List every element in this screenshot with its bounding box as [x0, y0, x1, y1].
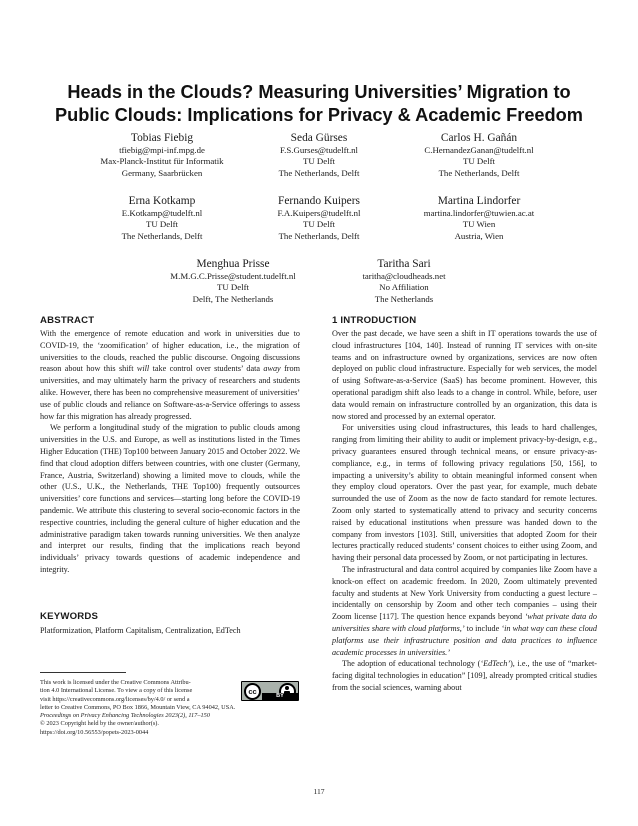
author-affiliation: TU Delft	[216, 282, 249, 293]
author-name: Martina Lindorfer	[437, 195, 521, 207]
abstract-emphasis: away	[263, 364, 281, 374]
intro-paragraph: For universities using cloud infrastructures, this leads to hard challenges, ranging from limiting their ability to audit or implement privacy-by-design, e.g., privacy guarantees ensured through technical means, or ensure privacy-as-compliance, e.g., in terms of following privacy regulations [50, 156], to impacting a university’s ability to obtain meaningful informed consent when they employ cloud operators. Over the past year, for example, much debate surrounded the use of Zoom as the now de facto standard for remote lectures. Zoom only started to systematically attend to privacy and security concerns raised by educational institutions when pressure was handed down to the company from investors [103]. Still, universities that adopted Zoom for their lectures practically reduced students’ consent choices to either using Zoom, and having their personal data processed by Zoom, or not participating in lectures.	[332, 423, 597, 563]
author-name: Menghua Prisse	[196, 258, 270, 270]
abstract-text: With the emergence of remote education and work in universities due to COVID-19, the ‘zoomification’ of higher education, i.e., the migration of universities to the clouds, reached the public discourse. Ongoing discussions reason about how this shift	[40, 329, 300, 374]
introduction-body	[332, 328, 597, 694]
author-affiliation: TU Delft	[145, 219, 178, 230]
author-name: Fernando Kuipers	[278, 195, 360, 207]
author-name: Seda Gürses	[290, 132, 348, 144]
author-location: The Netherlands, Delft	[121, 230, 203, 241]
author-block	[379, 131, 579, 179]
author-email: F.S.Gurses@tudelft.nl	[279, 145, 359, 155]
page-number: 117	[313, 787, 325, 796]
author-email: F.A.Kuipers@tudelft.nl	[277, 208, 361, 218]
intro-text: The infrastructural and data control acquired by companies like Zoom have a knock-on effect on academic freedom. In 2020, Zoom ultimately prevented faculty and students at New York University from conducting a guest lecture – incidentally on censorship by Zoom and other tech companies – using their Zoom license [117]. The question hence expands beyond	[332, 564, 597, 622]
author-location: The Netherlands, Delft	[278, 167, 360, 178]
abstract-body	[40, 328, 300, 576]
license-text	[40, 679, 240, 704]
author-name: Erna Kotkamp	[128, 195, 196, 207]
cc-icon: cc	[244, 683, 261, 700]
intro-paragraph	[332, 658, 597, 693]
author-location: Austria, Wien	[454, 230, 504, 241]
license-line: visit https://creativecommons.org/licenses/by/4.0/ or send a	[40, 695, 190, 703]
person-head-icon	[285, 686, 289, 690]
by-label: BY	[262, 693, 298, 700]
cc-by-license-icon	[241, 681, 299, 701]
author-email: tfiebig@mpi-inf.mpg.de	[119, 145, 205, 155]
license-line: tion 4.0 International License. To view a copy of this license	[40, 687, 193, 695]
abstract-paragraph: We perform a longitudinal study of the migration to public clouds among universities in the U.S. and Europe, as well as institutions listed in the Times Higher Education (THE) Top100 between January 2015 and October 2022. We find that cloud adoption differs between countries, with one cluster (Germany, France, Austria, Switzerland) showing a limited move to clouds, while the other (U.S., U.K., the Netherlands, THE Top100) frequently outsources universities’ core functions and services—starting long before the COVID-19 pandemic. We attribute this clustering to several socio-economic factors in the respective countries, including the general culture of higher education and the administrative paradigm taken towards running universities. We then analyze and interpret our results, finding that the implications reach beyond individuals’ privacy towards questions of academic independence and integrity.	[40, 423, 300, 574]
paper-title	[40, 81, 598, 127]
intro-text: The adoption of educational technology (	[342, 659, 481, 669]
license-copyright: © 2023 Copyright held by the owner/author(s).	[40, 720, 159, 728]
footnote-rule	[40, 672, 126, 673]
intro-emphasis: ‘what private data do universities share with cloud platforms,’	[332, 612, 597, 633]
paper-title-line-2: Public Clouds: Implications for Privacy & Academic Freedom	[55, 105, 583, 125]
introduction-heading: 1 INTRODUCTION	[332, 315, 417, 326]
license-doi-link[interactable]: https://doi.org/10.56553/popets-2023-0044	[40, 728, 149, 736]
author-block	[133, 257, 333, 305]
author-location: Delft, The Netherlands	[192, 293, 274, 304]
author-email: M.M.G.C.Prisse@student.tudelft.nl	[170, 271, 296, 281]
author-location: The Netherlands, Delft	[438, 167, 520, 178]
author-affiliation: TU Delft	[302, 219, 335, 230]
license-line: letter to Creative Commons, PO Box 1866, Mountain View, CA 94042, USA.	[40, 703, 236, 711]
author-affiliation: No Affiliation	[379, 282, 429, 293]
abstract-emphasis: will	[136, 364, 150, 374]
author-affiliation: TU Wien	[462, 219, 496, 230]
abstract-paragraph	[40, 328, 300, 422]
author-block	[379, 194, 579, 242]
author-block	[304, 257, 504, 305]
author-email: C.HernandezGanan@tudelft.nl	[424, 145, 534, 155]
author-email: E.Kotkamp@tudelft.nl	[121, 208, 203, 218]
author-email: taritha@cloudheads.net	[362, 271, 446, 281]
abstract-text: from universities, and may ultimately harm the privacy of researchers and students alike. However, there has been no comprehensive measurement of universities’ use of public clouds and reliance on Software-as-a-Service offerings to assess how far this migration has already progressed.	[40, 364, 300, 421]
intro-paragraph	[332, 564, 597, 658]
author-name: Tobias Fiebig	[130, 132, 194, 144]
author-affiliation: Max-Planck-Institut für Informatik	[100, 156, 224, 167]
author-affiliation: TU Delft	[462, 156, 495, 167]
keywords-text: Platformization, Platform Capitalism, Centralization, EdTech	[40, 626, 241, 635]
author-name: Carlos H. Gañán	[440, 132, 518, 144]
author-affiliation: TU Delft	[302, 156, 335, 167]
intro-text: to include	[464, 623, 502, 633]
author-email: martina.lindorfer@tuwien.ac.at	[423, 208, 535, 218]
intro-emphasis: ‘EdTech’	[480, 659, 511, 669]
author-name: Taritha Sari	[377, 258, 431, 270]
author-location: Germany, Saarbrücken	[121, 167, 203, 178]
abstract-text: take control over students’ data	[149, 364, 264, 374]
keywords-heading: KEYWORDS	[40, 611, 99, 622]
intro-text: ), i.e., the use of “market-facing digital technologies in education” [109], already prompted critical studies from the social sciences, warning about	[332, 659, 598, 692]
author-location: The Netherlands, Delft	[278, 230, 360, 241]
intro-paragraph: Over the past decade, we have seen a shift in IT operations towards the use of cloud infrastructures [104, 140]. Instead of running IT services with on-site teams and on infrastructure owned by organizations, services are now often deployed on public cloud infrastructure. Especially for web services, the model of using Software-as-a-Service (SaaS) has become prominent. However, this operational paradigm shift also leads to a change in control. While, before, user data would remain on infrastructure controlled by an organization, this data is now stored and processed by an external operator.	[332, 329, 597, 421]
intro-emphasis: ‘in what way can these cloud platforms use their infrastructure position and data practices to influence academic processes in universities.’	[332, 623, 597, 657]
license-line: This work is licensed under the Creative Commons Attribu-	[40, 679, 191, 686]
author-location: The Netherlands	[374, 293, 434, 304]
abstract-heading: ABSTRACT	[40, 315, 95, 326]
license-journal: Proceedings on Privacy Enhancing Technologies 2023(2), 117–150	[40, 712, 210, 720]
paper-title-line-1: Heads in the Clouds? Measuring Universities’ Migration to	[67, 82, 571, 102]
